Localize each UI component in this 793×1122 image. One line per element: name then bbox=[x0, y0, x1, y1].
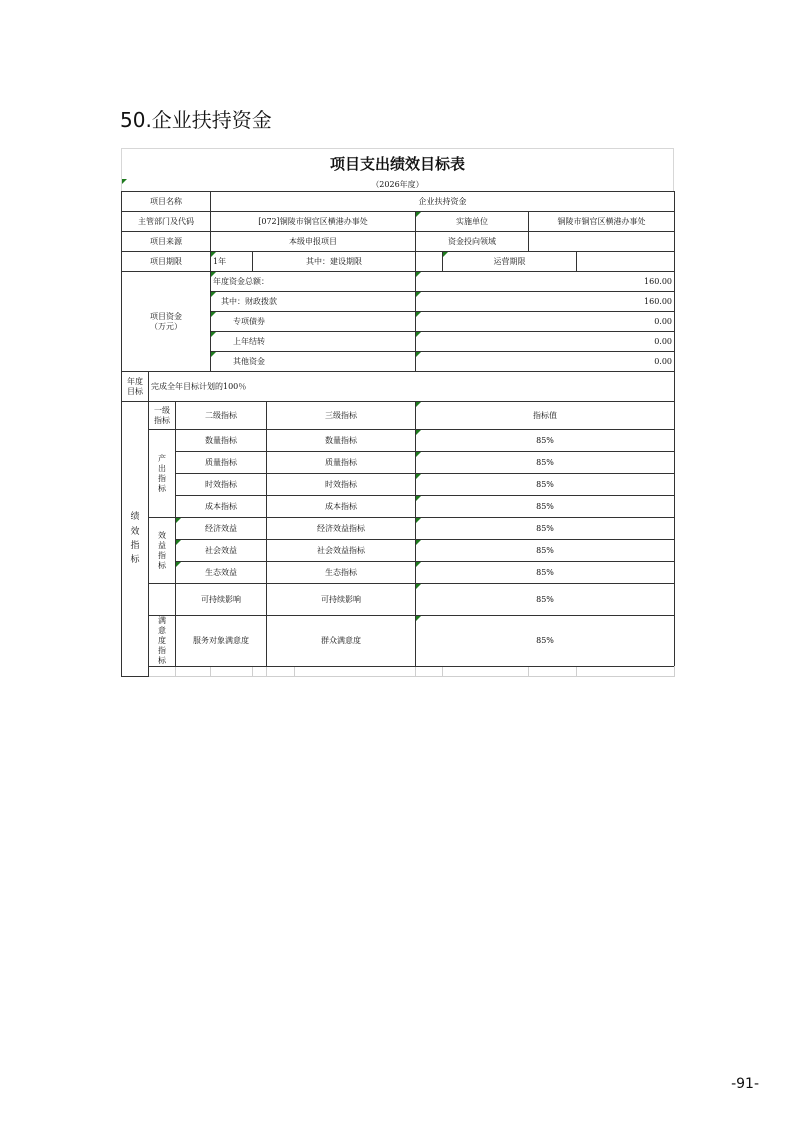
ops-label: 运营期限 bbox=[443, 252, 577, 272]
table-title: 项目支出绩效目标表 bbox=[121, 148, 674, 179]
impl-label: 实施单位 bbox=[416, 212, 529, 232]
indicator-value: 85% bbox=[416, 562, 675, 584]
period-label: 项目期限 bbox=[122, 252, 211, 272]
source-label: 项目来源 bbox=[122, 232, 211, 252]
indicators-side-label: 绩效指标 bbox=[122, 402, 149, 677]
indicator-l3: 数量指标 bbox=[267, 430, 416, 452]
tail-cell bbox=[529, 667, 577, 677]
fund-item-value: 0.00 bbox=[416, 312, 675, 332]
indicator-l2: 经济效益 bbox=[176, 518, 267, 540]
funds-label bbox=[122, 272, 211, 372]
indicator-value: 85% bbox=[416, 616, 675, 667]
indicator-l2: 社会效益 bbox=[176, 540, 267, 562]
impl-value: 铜陵市铜官区横港办事处 bbox=[529, 212, 675, 232]
indicator-l2: 生态效益 bbox=[176, 562, 267, 584]
dept-value: [072]铜陵市铜官区横港办事处 bbox=[211, 212, 416, 232]
row-annual-goal bbox=[122, 372, 675, 402]
fund-item-name: 年度资金总额： bbox=[211, 272, 416, 292]
project-name-label: 项目名称 bbox=[122, 192, 211, 212]
indicator-l3: 质量指标 bbox=[267, 452, 416, 474]
indicator-l2: 可持续影响 bbox=[176, 584, 267, 616]
indicator-l3: 时效指标 bbox=[267, 474, 416, 496]
tail-cell bbox=[176, 667, 211, 677]
section-heading: 50.企业扶持资金 bbox=[120, 108, 272, 132]
fund-item-name: 其中：财政拨款 bbox=[211, 292, 416, 312]
indicator-row bbox=[122, 584, 675, 616]
tail-cell bbox=[443, 667, 529, 677]
indicator-value: 85% bbox=[416, 496, 675, 518]
tail-cell bbox=[253, 667, 267, 677]
indicator-value: 85% bbox=[416, 452, 675, 474]
indicator-row bbox=[122, 452, 675, 474]
indicator-value: 85% bbox=[416, 430, 675, 452]
fund-item-name: 其他资金 bbox=[211, 352, 416, 372]
field-value bbox=[529, 232, 675, 252]
indicator-row bbox=[122, 562, 675, 584]
indicator-row bbox=[122, 496, 675, 518]
row-project-name bbox=[122, 192, 675, 212]
build-value bbox=[416, 252, 443, 272]
header-level2: 二级指标 bbox=[176, 402, 267, 430]
header-level3: 三级指标 bbox=[267, 402, 416, 430]
header-level1: 一级指标 bbox=[149, 402, 176, 430]
indicator-l3: 群众满意度 bbox=[267, 616, 416, 667]
fund-item-value: 160.00 bbox=[416, 272, 675, 292]
indicator-row bbox=[122, 616, 675, 667]
tail-cell bbox=[577, 667, 675, 677]
table-tail-row bbox=[122, 667, 675, 677]
source-value: 本级申报项目 bbox=[211, 232, 416, 252]
indicator-l2: 质量指标 bbox=[176, 452, 267, 474]
satisfaction-label: 满意度指标 bbox=[149, 616, 176, 667]
project-name-value: 企业扶持资金 bbox=[211, 192, 675, 212]
indicator-l2: 数量指标 bbox=[176, 430, 267, 452]
funds-label-line1: 项目资金 bbox=[150, 311, 182, 321]
fund-item-value: 160.00 bbox=[416, 292, 675, 312]
performance-table bbox=[121, 191, 675, 677]
annual-goal-text: 完成全年目标计划的100％ bbox=[149, 372, 675, 402]
indicator-value: 85% bbox=[416, 518, 675, 540]
indicator-l3: 生态指标 bbox=[267, 562, 416, 584]
indicator-value: 85% bbox=[416, 474, 675, 496]
build-label: 其中：建设期限 bbox=[253, 252, 416, 272]
fund-item-name: 专项债券 bbox=[211, 312, 416, 332]
row-source bbox=[122, 232, 675, 252]
tail-cell bbox=[416, 667, 443, 677]
dept-label: 主管部门及代码 bbox=[122, 212, 211, 232]
field-label: 资金投向领域 bbox=[416, 232, 529, 252]
benefit-label-spacer bbox=[149, 584, 176, 616]
indicator-row bbox=[122, 518, 675, 540]
indicator-l2: 成本指标 bbox=[176, 496, 267, 518]
tail-cell bbox=[149, 667, 176, 677]
tail-cell bbox=[267, 667, 295, 677]
tail-cell bbox=[211, 667, 253, 677]
indicator-value: 85% bbox=[416, 584, 675, 616]
indicator-value: 85% bbox=[416, 540, 675, 562]
tail-cell bbox=[295, 667, 416, 677]
indicator-l2: 时效指标 bbox=[176, 474, 267, 496]
indicator-l3: 可持续影响 bbox=[267, 584, 416, 616]
indicator-l3: 经济效益指标 bbox=[267, 518, 416, 540]
table-year: （2026年度） bbox=[121, 179, 674, 191]
fund-item-value: 0.00 bbox=[416, 332, 675, 352]
fund-item-name: 上年结转 bbox=[211, 332, 416, 352]
fund-row bbox=[122, 272, 675, 292]
period-value: 1年 bbox=[211, 252, 253, 272]
indicator-row bbox=[122, 540, 675, 562]
annual-goal-label: 年度目标 bbox=[122, 372, 149, 402]
benefit-label: 效益指标 bbox=[149, 518, 176, 584]
indicator-header-row bbox=[122, 402, 675, 430]
indicator-row bbox=[122, 430, 675, 452]
performance-sheet bbox=[121, 148, 674, 677]
row-period bbox=[122, 252, 675, 272]
indicator-row bbox=[122, 474, 675, 496]
row-department bbox=[122, 212, 675, 232]
output-label: 产出指标 bbox=[149, 430, 176, 518]
header-value: 指标值 bbox=[416, 402, 675, 430]
funds-label-line2: （万元） bbox=[150, 321, 182, 331]
indicator-l3: 社会效益指标 bbox=[267, 540, 416, 562]
indicator-l2: 服务对象满意度 bbox=[176, 616, 267, 667]
indicator-l3: 成本指标 bbox=[267, 496, 416, 518]
page-number: -91- bbox=[731, 1076, 759, 1092]
fund-item-value: 0.00 bbox=[416, 352, 675, 372]
ops-value bbox=[577, 252, 675, 272]
